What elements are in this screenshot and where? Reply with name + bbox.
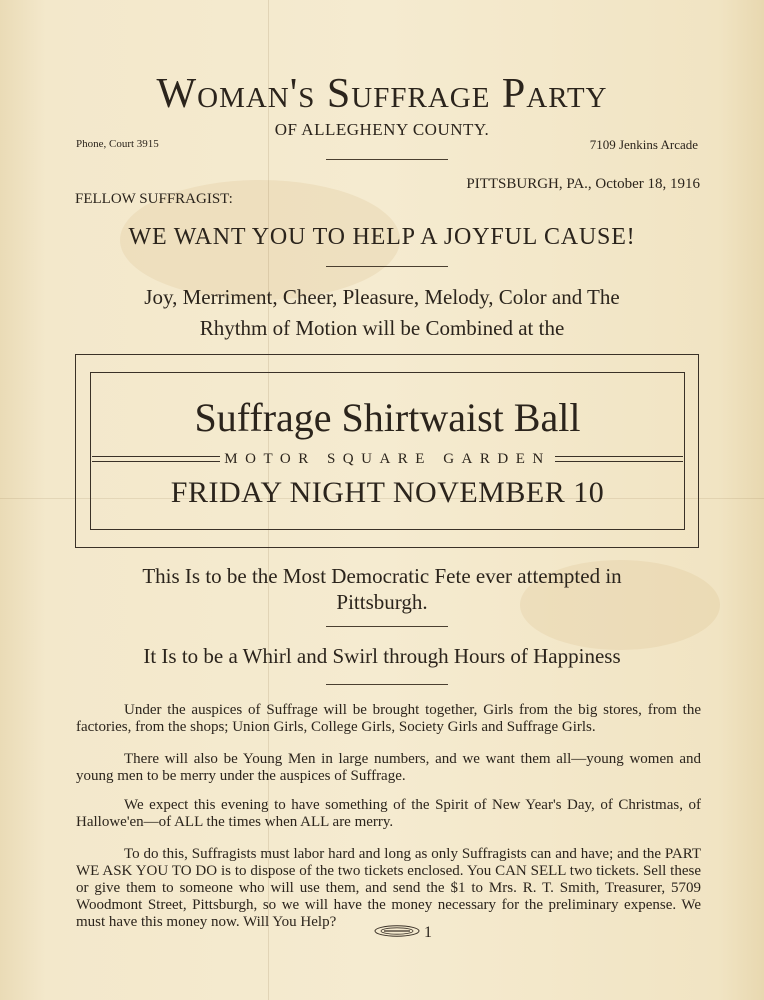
whirl-text: It Is to be a Whirl and Swirl through Hours of Happiness xyxy=(143,644,621,668)
divider xyxy=(326,626,448,627)
democratic-line: Pittsburgh. xyxy=(336,590,428,614)
event-date: FRIDAY NIGHT NOVEMBER 10 xyxy=(170,476,605,509)
letterhead-address: 7109 Jenkins Arcade xyxy=(589,137,698,152)
divider xyxy=(326,684,448,685)
intro-text xyxy=(60,282,704,344)
body-paragraph: We expect this evening to have something of the Spirit of New Year's Day, of Christmas, of Hallowe'en—of ALL the times when ALL are merry. xyxy=(76,797,701,830)
divider xyxy=(326,266,448,267)
salutation: FELLOW SUFFRAGIST: xyxy=(75,191,233,207)
body-paragraph: To do this, Suffragists must labor hard and long as only Suffragists can and have; and the PART WE ASK YOU TO DO is to dispose of the two tickets enclosed. You CAN SELL two tickets. Sell these or give them to someone who will use them, and send the $1 to Mrs. R. T. Smith, Treasurer, 5709 Woodmont Street, Pittsburgh, so we will have the money necessary for the preliminary expense. We must have this money now. Will You Help? xyxy=(76,846,701,930)
intro-line: Joy, Merriment, Cheer, Pleasure, Melody, Color and The xyxy=(144,285,620,309)
union-label-bug-icon xyxy=(374,925,420,937)
letterhead-phone: Phone, Court 3915 xyxy=(76,138,159,150)
dateline: PITTSBURGH, PA., October 18, 1916 xyxy=(466,176,700,192)
page-number: 1 xyxy=(424,924,432,941)
letterhead-title: Woman's Suffrage Party xyxy=(156,71,608,117)
venue-row xyxy=(92,449,683,469)
intro-line: Rhythm of Motion will be Combined at the xyxy=(199,316,565,340)
divider xyxy=(326,159,448,160)
event-name: Suffrage Shirtwaist Ball xyxy=(194,395,581,440)
headline: WE WANT YOU TO HELP A JOYFUL CAUSE! xyxy=(128,224,636,250)
democratic-line: This Is to be the Most Democratic Fete ever attempted in xyxy=(142,564,622,588)
body-paragraph: There will also be Young Men in large numbers, and we want them all—young women and young men to be merry under the auspices of Suffrage. xyxy=(76,751,701,784)
event-venue: MOTOR SQUARE GARDEN xyxy=(224,450,551,467)
letterhead-subtitle: OF ALLEGHENY COUNTY. xyxy=(274,120,490,139)
double-rule-left xyxy=(92,456,220,462)
body-paragraph: Under the auspices of Suffrage will be brought together, Girls from the big stores, from the factories, from the shops; Union Girls, College Girls, Society Girls and Suffrage Girls. xyxy=(76,702,701,735)
double-rule-right xyxy=(555,456,683,462)
democratic-text xyxy=(60,563,704,615)
